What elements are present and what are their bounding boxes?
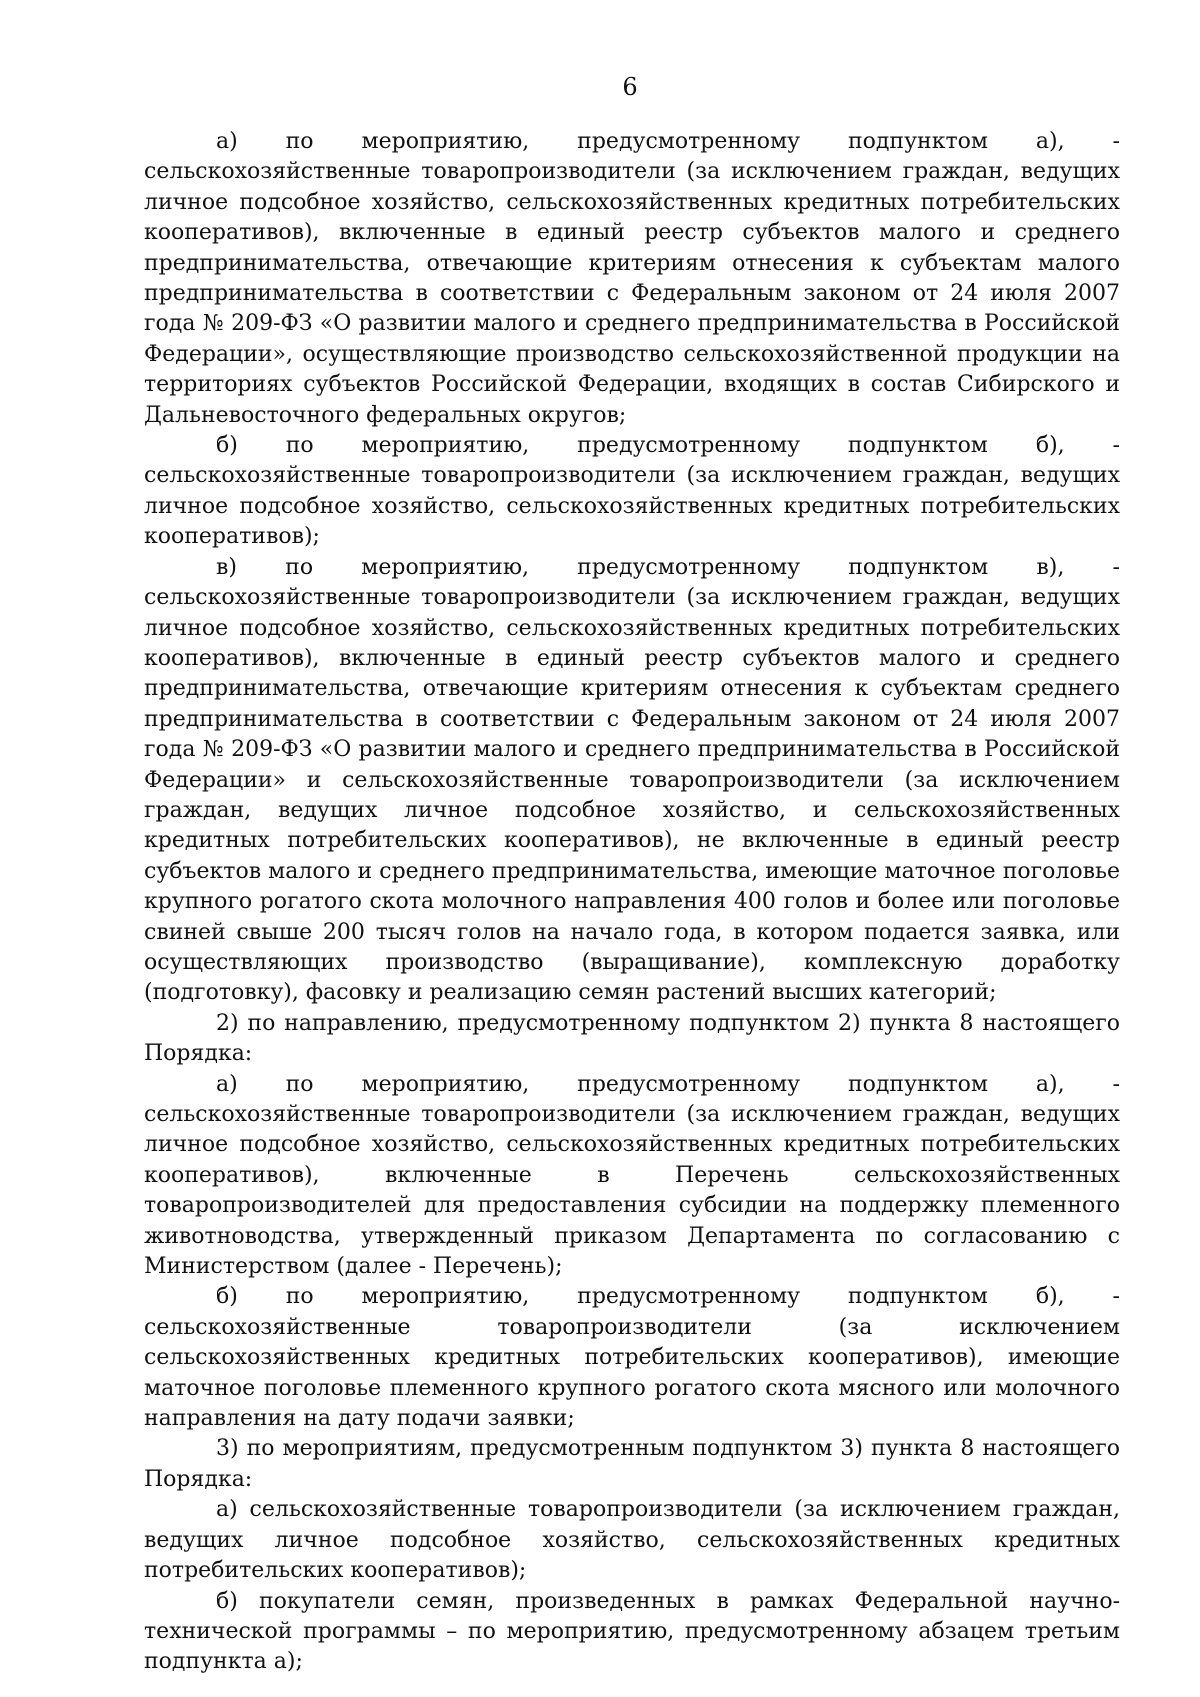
page-number: 6: [622, 73, 638, 101]
paragraph-3-heading: 3) по мероприятиям, предусмотренным подпунктом 3) пункта 8 настоящего Порядка:: [144, 1436, 1120, 1492]
paragraph-1b: б) по мероприятию, предусмотренному подпунктом б), - сельскохозяйственные товаропроизводители (за исключением граждан, ведущих личное подсобное хозяйство, сельскохозяйственных кредитных потребительских кооперативов);: [144, 433, 1120, 550]
paragraph-1a-small-business: а) по мероприятию, предусмотренному подпунктом а), - сельскохозяйственные товаропроизводители (за исключением граждан, ведущих личное подсобное хозяйство, сельскохозяйственных кредитных потребительских кооперативов), включенные в единый реестр субъектов малого и среднего предпринимательства, отвечающие критериям отнесения к субъектам малого предпринимательства в соответствии с Федеральным законом от 24 июля 2007 года № 209-ФЗ «О развитии малого и среднего предпринимательства в Российской Федерации», осуществляющие производство сельскохозяйственной продукции на территориях субъектов Российской Федерации, входящих в состав Сибирского и Дальневосточного федеральных округов;: [144, 129, 1120, 428]
paragraph-3a-producers: а) сельскохозяйственные товаропроизводители (за исключением граждан, ведущих личное подсобное хозяйство, сельскохозяйственных кредитных потребительских кооперативов);: [144, 1497, 1120, 1584]
paragraph-1v-medium-business: в) по мероприятию, предусмотренному подпунктом в), - сельскохозяйственные товаропроизводители (за исключением граждан, ведущих личное подсобное хозяйство, сельскохозяйственных кредитных потребительских кооперативов), включенные в единый реестр субъектов малого и среднего предпринимательства, отвечающие критериям отнесения к субъектам среднего предпринимательства в соответствии с Федеральным законом от 24 июля 2007 года № 209-ФЗ «О развитии малого и среднего предпринимательства в Российской Федерации» и сельскохозяйственные товаропроизводители (за исключением граждан, ведущих личное подсобное хозяйство, и сельскохозяйственных кредитных потребительских кооперативов), не включенные в единый реестр субъектов малого и среднего предпринимательства, имеющие маточное поголовье крупного рогатого скота молочного направления 400 голов и более или поголовье свиней свыше 200 тысяч голов на начало года, в котором подается заявка, или осуществляющих производство (выращивание), комплексную доработку (подготовку), фасовку и реализацию семян растений высших категорий;: [144, 554, 1120, 1006]
paragraph-2a-breeding-list: а) по мероприятию, предусмотренному подпунктом а), - сельскохозяйственные товаропроизводители (за исключением граждан, ведущих личное подсобное хозяйство, сельскохозяйственных кредитных потребительских кооперативов), включенные в Перечень сельскохозяйственных товаропроизводителей для предоставления субсидии на поддержку племенного животноводства, утвержденный приказом Департамента по согласованию с Министерством (далее - Перечень);: [144, 1071, 1120, 1280]
paragraph-2-heading: 2) по направлению, предусмотренному подпунктом 2) пункта 8 настоящего Порядка:: [144, 1010, 1120, 1067]
document-body: [144, 127, 1120, 1678]
paragraph-2b-breeding-cattle: б) по мероприятию, предусмотренному подпунктом б), - сельскохозяйственные товаропроизводители (за исключением сельскохозяйственных кредитных потребительских кооперативов), имеющие маточное поголовье племенного крупного рогатого скота мясного или молочного направления на дату подачи заявки;: [144, 1284, 1120, 1432]
paragraph-3b-seed-buyers: б) покупатели семян, произведенных в рамках Федеральной научно-технической программы – по мероприятию, предусмотренному абзацем третьим подпункта а);: [144, 1588, 1120, 1675]
